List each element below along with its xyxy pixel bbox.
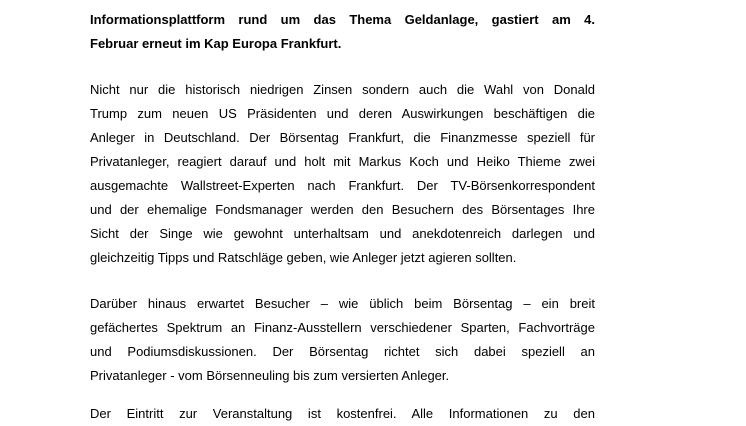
intro-line: Februar erneut im Kap Europa Frankfurt. <box>90 36 342 51</box>
paragraph-line: Sicht der Singe wie gewohnt unterhaltsam und anekdotenreich darlegen und <box>90 226 595 241</box>
paragraph-spacer <box>90 56 595 78</box>
paragraph-line: Trump zum neuen US Präsidenten und deren Auswirkungen beschäftigen die <box>90 106 595 121</box>
paragraph-spacer <box>90 388 595 402</box>
paragraph-line: Privatanleger, reagiert darauf und holt mit Markus Koch und Heiko Thieme zwei <box>90 154 595 169</box>
paragraph-spacer <box>90 270 595 292</box>
paragraph-line: Nicht nur die historisch niedrigen Zinsen sondern auch die Wahl von Donald <box>90 82 595 97</box>
document-page <box>90 8 595 426</box>
paragraph-line: Darüber hinaus erwartet Besucher – wie üblich beim Börsentag – ein breit <box>90 296 595 311</box>
body-paragraph-1 <box>90 78 595 270</box>
body-paragraph-3 <box>90 402 595 426</box>
paragraph-line: gefächertes Spektrum an Finanz-Ausstellern verschiedener Sparten, Fachvorträge <box>90 320 595 335</box>
paragraph-line: und Podiumsdiskussionen. Der Börsentag richtet sich dabei speziell an <box>90 344 595 359</box>
paragraph-line: ausgemachte Wallstreet-Experten nach Frankfurt. Der TV-Börsenkorrespondent <box>90 178 595 193</box>
paragraph-line: Anleger in Deutschland. Der Börsentag Frankfurt, die Finanzmesse speziell für <box>90 130 595 145</box>
intro-paragraph <box>90 8 595 56</box>
intro-line: Informationsplattform rund um das Thema Geldanlage, gastiert am 4. <box>90 12 595 27</box>
paragraph-line: gleichzeitig Tipps und Ratschläge geben, wie Anleger jetzt agieren sollten. <box>90 250 517 265</box>
paragraph-line: und der ehemalige Fondsmanager werden den Besuchern des Börsentages Ihre <box>90 202 595 217</box>
paragraph-line: Privatanleger - vom Börsenneuling bis zum versierten Anleger. <box>90 368 450 383</box>
body-paragraph-2 <box>90 292 595 388</box>
paragraph-line: Der Eintritt zur Veranstaltung ist kostenfrei. Alle Informationen zu den <box>90 406 595 421</box>
